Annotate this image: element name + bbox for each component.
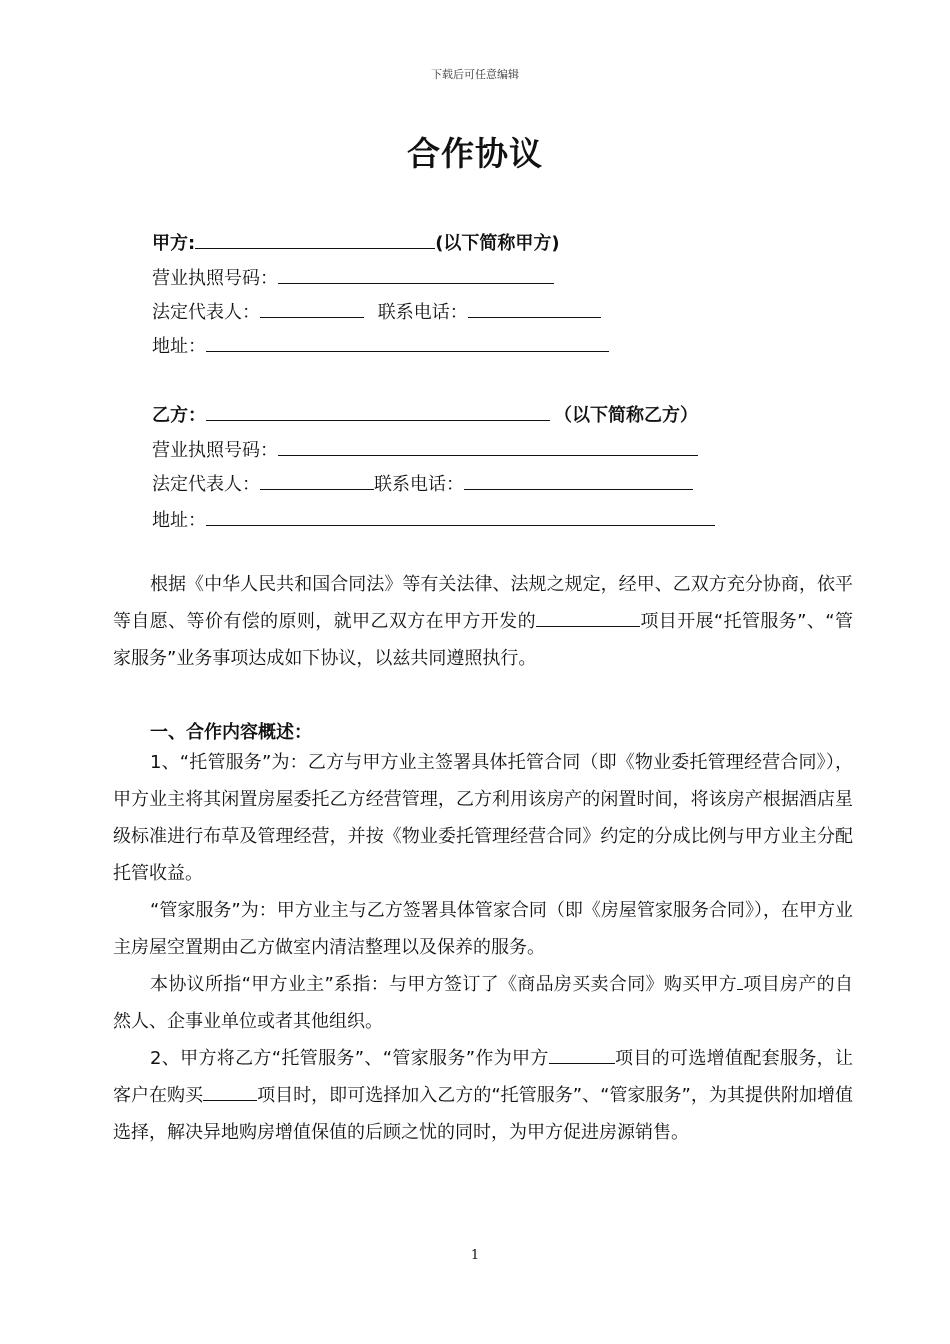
party-b-license-blank[interactable] xyxy=(278,454,698,456)
party-a-address-line xyxy=(152,332,609,358)
party-a-colon: : xyxy=(188,233,196,254)
p4-text-3: 项目时，即可选择加入乙方的“托管服务”、“管家服务”，为其提供附加增值选择，解决异地购房增值保值的后顾之忧的同时，为甲方促进房源销售。 xyxy=(113,1085,853,1143)
party-b-license-label: 营业执照号码： xyxy=(152,440,278,461)
party-b-address-blank[interactable] xyxy=(206,524,715,526)
intro-project-blank[interactable] xyxy=(536,625,640,627)
section-1-heading: 一、合作内容概述： xyxy=(150,722,312,743)
section-1-paragraph-3 xyxy=(113,966,853,1040)
party-a-suffix: (以下简称甲方) xyxy=(435,233,560,254)
intro-paragraph xyxy=(113,566,853,677)
p4-project-blank-1[interactable] xyxy=(549,1062,615,1064)
section-1-paragraph-2: “管家服务”为：甲方业主与乙方签署具体管家合同（即《房屋管家服务合同》），在甲方业主房屋空置期由乙方做室内清洁整理以及保养的服务。 xyxy=(113,900,853,958)
party-a-phone-blank[interactable] xyxy=(468,316,601,318)
party-b-phone-label: 联系电话： xyxy=(374,474,464,495)
party-b-address-line xyxy=(152,506,715,532)
page-number: 1 xyxy=(470,1248,480,1263)
p4-project-blank-2[interactable] xyxy=(203,1099,257,1101)
section-1-paragraph-4 xyxy=(113,1040,853,1151)
party-b-name-blank[interactable] xyxy=(206,419,550,421)
party-b-rep-label: 法定代表人： xyxy=(152,474,260,495)
party-a-line xyxy=(152,229,560,255)
party-a-address-blank[interactable] xyxy=(206,350,609,352)
party-b-address-label: 地址： xyxy=(152,510,206,531)
document-title: 合作协议 xyxy=(407,134,543,173)
party-a-rep-label: 法定代表人： xyxy=(152,302,260,323)
p3-text-1: 本协议所指“甲方业主”系指：与甲方签订了《商品房买卖合同》购买甲方 xyxy=(150,974,738,995)
party-a-license-blank[interactable] xyxy=(278,282,554,284)
party-a-rep-line xyxy=(152,298,601,324)
party-b-rep-line xyxy=(152,470,693,496)
party-b-line xyxy=(152,401,698,427)
party-b-phone-blank[interactable] xyxy=(464,488,693,490)
party-a-phone-label: 联系电话： xyxy=(377,302,468,323)
p4-text-2: 项目的可选增值配套服务，让客户在购买 xyxy=(113,1048,853,1106)
party-a-name-blank[interactable] xyxy=(195,247,435,249)
party-a-address-label: 地址： xyxy=(152,336,206,357)
p4-text-1: 2、甲方将乙方“托管服务”、“管家服务”作为甲方 xyxy=(150,1048,549,1069)
section-1-paragraph-1: 1、“托管服务”为：乙方与甲方业主签署具体托管合同（即《物业委托管理经营合同》），甲方业主将其闲置房屋委托乙方经营管理，乙方利用该房产的闲置时间，将该房产根据酒店星级标准进行布草及管理经营，并按《物业委托管理经营合同》约定的分成比例与甲方业主分配托管收益。 xyxy=(113,752,853,884)
p3-text-2: 项目房产的自然人、企事业单位或者其他组织。 xyxy=(113,974,853,1032)
intro-text-2: 项目开展“托管服务”、“管家服务”业务事项达成如下协议，以兹共同遵照执行。 xyxy=(113,611,853,669)
party-a-license-label: 营业执照号码： xyxy=(152,268,278,289)
party-b-rep-blank[interactable] xyxy=(260,488,374,490)
party-b-suffix: （以下简称乙方） xyxy=(554,405,698,426)
intro-text-1: 根据《中华人民共和国合同法》等有关法律、法规之规定，经甲、乙双方充分协商，依平等自愿、等价有偿的原则，就甲乙双方在甲方开发的 xyxy=(113,574,853,632)
party-a-label: 甲方 xyxy=(152,233,188,254)
party-b-license-line xyxy=(152,436,698,462)
header-note: 下载后可任意编辑 xyxy=(431,68,519,81)
party-a-rep-blank[interactable] xyxy=(260,316,364,318)
party-b-label: 乙方： xyxy=(152,405,206,426)
party-a-license-line xyxy=(152,264,554,290)
